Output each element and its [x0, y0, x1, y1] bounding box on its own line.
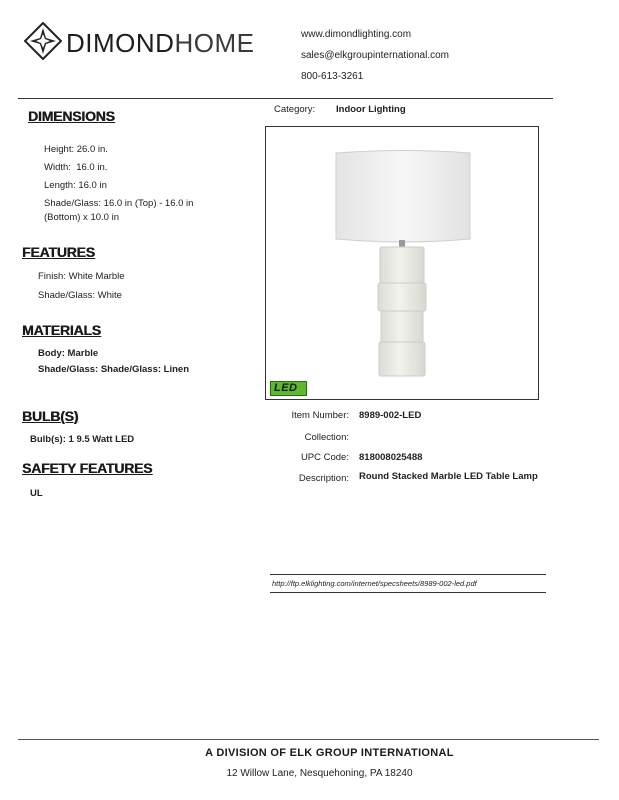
spec-sheet-url[interactable]: http://ftp.elklighting.com/internet/specsheets/8989-002-led.pdf	[272, 579, 477, 588]
upc-code-value: 818008025488	[359, 452, 423, 463]
material-shade: Shade/Glass: Shade/Glass: Linen	[38, 364, 189, 375]
brand-name	[66, 28, 254, 59]
materials-heading: MATERIALS	[22, 322, 101, 338]
footer-division	[0, 747, 619, 759]
feature-shade: Shade/Glass: White	[38, 290, 122, 301]
material-body: Body: Marble	[38, 348, 99, 359]
footer-address-text: 12 Willow Lane, Nesquehoning, PA 18240	[226, 768, 413, 779]
led-badge-text: LED	[274, 382, 298, 394]
website-link[interactable]: www.dimondlighting.com	[301, 29, 412, 40]
features-heading: FEATURES	[22, 244, 95, 260]
feature-finish: Finish: White Marble	[38, 271, 125, 282]
product-image	[265, 126, 539, 400]
collection-label: Collection:	[304, 432, 349, 443]
brand-name-light: HOME	[174, 28, 255, 58]
category-value: Indoor Lighting	[336, 104, 406, 115]
bulb-spec: Bulb(s): 1 9.5 Watt LED	[30, 434, 135, 445]
dimension-shade-1: Shade/Glass: 16.0 in (Top) - 16.0 in	[44, 198, 194, 209]
header-divider	[18, 98, 553, 99]
dimension-shade-2: (Bottom) x 10.0 in	[44, 212, 119, 223]
footer-address	[0, 768, 619, 779]
url-bottom-rule	[270, 592, 546, 593]
category-label: Category:	[274, 104, 316, 115]
safety-heading: SAFETY FEATURES	[22, 460, 153, 476]
footer-division-text: A DIVISION OF ELK GROUP INTERNATIONAL	[205, 747, 454, 759]
description-value: Round Stacked Marble LED Table Lamp	[359, 471, 538, 482]
item-number-label: Item Number:	[291, 410, 349, 421]
dimension-height: Height: 26.0 in.	[44, 144, 108, 155]
url-top-rule	[270, 574, 546, 575]
brand-logo	[24, 22, 286, 66]
footer-divider	[18, 739, 599, 740]
phone-number: 800-613-3261	[301, 71, 364, 82]
description-label: Description:	[298, 473, 349, 484]
led-badge	[270, 381, 307, 396]
safety-ul: UL	[30, 488, 43, 499]
dimension-width: Width: 16.0 in.	[44, 162, 108, 173]
item-number-value: 8989-002-LED	[359, 410, 422, 421]
dimensions-heading: DIMENSIONS	[28, 108, 115, 124]
table-lamp-illustration	[266, 127, 538, 399]
brand-name-bold: DIMOND	[66, 28, 175, 58]
upc-code-label: UPC Code:	[300, 452, 349, 463]
dimond-diamond-logo-icon	[24, 22, 62, 60]
dimension-length: Length: 16.0 in	[44, 180, 107, 191]
bulbs-heading: BULB(S)	[22, 408, 79, 424]
email-link[interactable]: sales@elkgroupinternational.com	[301, 50, 450, 61]
